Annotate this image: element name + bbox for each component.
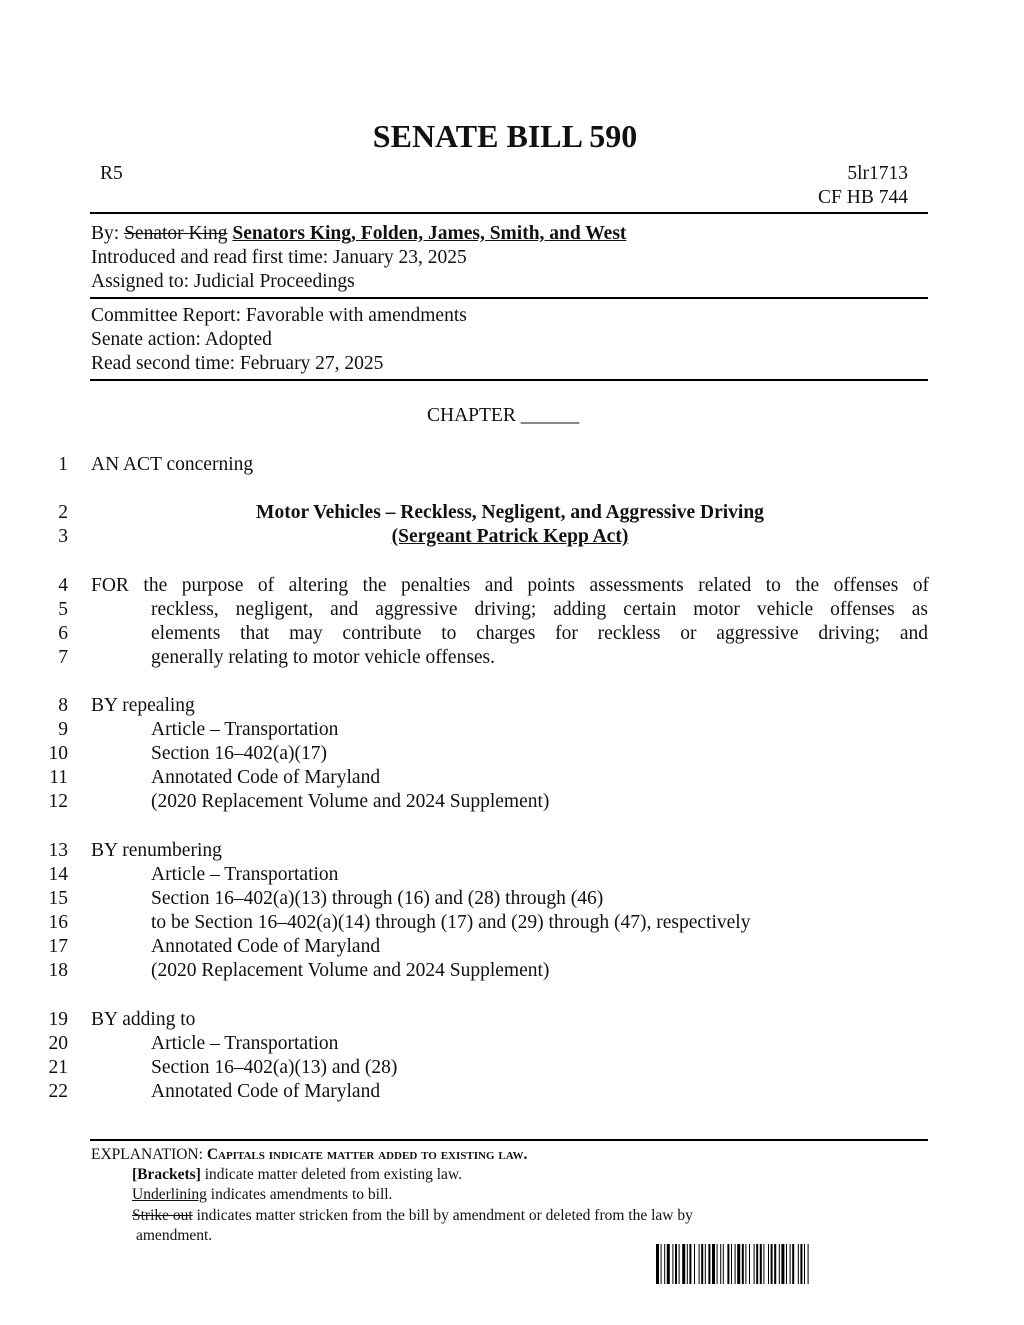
struck-sponsor: Senator King xyxy=(124,223,228,244)
senate-action: Senate action: Adopted xyxy=(91,329,272,350)
purpose-text: reckless, negligent, and aggressive driving; adding certain motor vehicle offenses as xyxy=(151,599,928,620)
line-number: 3 xyxy=(58,526,68,547)
citation-line: Article – Transportation xyxy=(151,864,339,885)
citation-line: Annotated Code of Maryland xyxy=(151,936,381,957)
added-sponsors: Senators King, Folden, James, Smith, and West xyxy=(232,223,627,244)
barcode xyxy=(656,1244,904,1284)
citation-line: Section 16–402(a)(17) xyxy=(151,743,327,764)
line-number: 22 xyxy=(48,1081,68,1102)
section-heading: BY renumbering xyxy=(91,840,222,861)
assigned-line: Assigned to: Judicial Proceedings xyxy=(91,271,355,292)
explanation-line xyxy=(91,1145,527,1165)
line-number: 14 xyxy=(48,864,68,885)
second-read: Read second time: February 27, 2025 xyxy=(91,353,384,374)
citation-line: to be Section 16–402(a)(14) through (17) and (29) through (47), respectively xyxy=(151,912,751,933)
purpose-text: generally relating to motor vehicle offenses. xyxy=(151,647,496,668)
citation-line: Annotated Code of Maryland xyxy=(151,767,381,788)
act-short-title: (Sergeant Patrick Kepp Act) xyxy=(391,526,629,547)
line-number: 19 xyxy=(48,1009,68,1030)
divider xyxy=(90,379,928,381)
purpose-text: FOR the purpose of altering the penalties and points assessments related to the offenses of xyxy=(91,575,929,596)
sponsor-line xyxy=(91,222,626,246)
line-number: 4 xyxy=(58,575,68,596)
line-number: 7 xyxy=(58,647,68,668)
citation-line: Article – Transportation xyxy=(151,719,339,740)
divider xyxy=(90,212,928,214)
divider xyxy=(90,1139,928,1141)
line-number: 6 xyxy=(58,623,68,644)
citation-line: (2020 Replacement Volume and 2024 Supplement) xyxy=(151,960,550,981)
explanation-label: EXPLANATION: xyxy=(91,1146,203,1163)
cross-file: CF HB 744 xyxy=(818,187,908,208)
brackets-note: [Brackets] indicate matter deleted from existing law. xyxy=(132,1166,462,1183)
line-number: 21 xyxy=(48,1057,68,1078)
citation-line: Section 16–402(a)(13) and (28) xyxy=(151,1057,398,1078)
line-number: 10 xyxy=(48,743,68,764)
citation-line: (2020 Replacement Volume and 2024 Supplement) xyxy=(151,791,550,812)
line-number: 15 xyxy=(48,888,68,909)
bill-title: SENATE BILL 590 xyxy=(372,118,638,154)
line-number: 20 xyxy=(48,1033,68,1054)
line-number: 8 xyxy=(58,695,68,716)
line-number: 16 xyxy=(48,912,68,933)
line-number: 2 xyxy=(58,502,68,523)
introduced-line: Introduced and read first time: January 23, 2025 xyxy=(91,247,467,268)
lr-number: 5lr1713 xyxy=(847,163,908,184)
act-title: Motor Vehicles – Reckless, Negligent, and Aggressive Driving xyxy=(256,502,764,523)
citation-line: Annotated Code of Maryland xyxy=(151,1081,381,1102)
line-number: 1 xyxy=(58,454,68,475)
capitals-note: Capitals indicate matter added to existing law. xyxy=(206,1146,528,1163)
chapter-line: CHAPTER ______ xyxy=(427,405,580,426)
strike-note-cont: amendment. xyxy=(136,1227,213,1244)
purpose-text: elements that may contribute to charges for reckless or aggressive driving; and xyxy=(151,623,928,644)
line-number: 12 xyxy=(48,791,68,812)
by-label: By: xyxy=(91,223,120,244)
line-number: 17 xyxy=(48,936,68,957)
line-number: 13 xyxy=(48,840,68,861)
act-concerning: AN ACT concerning xyxy=(91,454,254,475)
line-number: 18 xyxy=(48,960,68,981)
line-number: 5 xyxy=(58,599,68,620)
divider xyxy=(90,297,928,299)
committee-report: Committee Report: Favorable with amendments xyxy=(91,305,467,326)
citation-line: Article – Transportation xyxy=(151,1033,339,1054)
strike-note: Strike out indicates matter stricken from the bill by amendment or deleted from the law by xyxy=(132,1207,693,1224)
underline-note: Underlining indicates amendments to bill. xyxy=(132,1186,393,1203)
line-number: 9 xyxy=(58,719,68,740)
section-heading: BY repealing xyxy=(91,695,195,716)
citation-line: Section 16–402(a)(13) through (16) and (28) through (46) xyxy=(151,888,604,909)
section-heading: BY adding to xyxy=(91,1009,196,1030)
line-number: 11 xyxy=(49,767,68,788)
subject-code: R5 xyxy=(100,163,123,184)
